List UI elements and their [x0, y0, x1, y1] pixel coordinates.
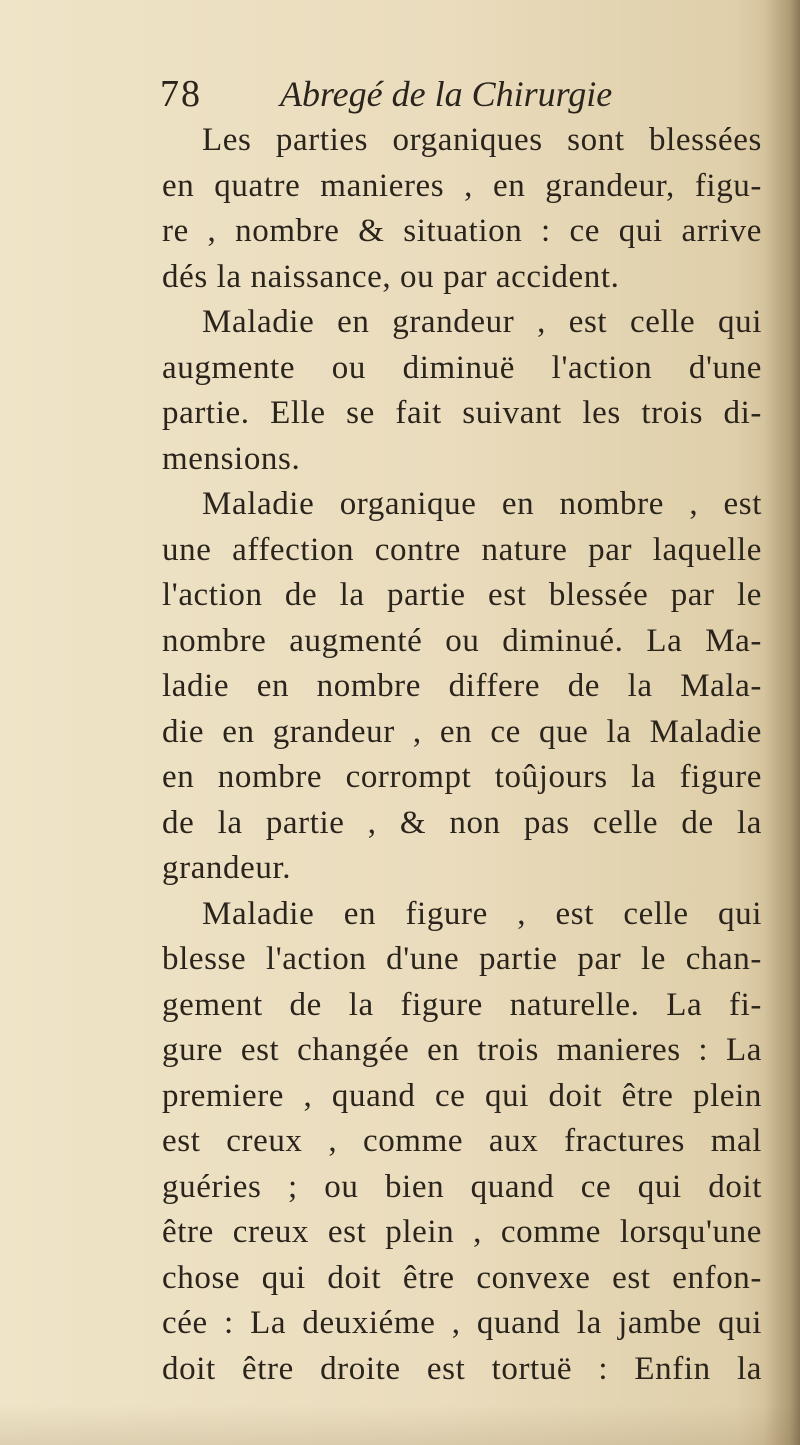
text-line: augmente ou diminuë l'action d'une — [162, 349, 762, 386]
text-line: gement de la figure naturelle. La fi- — [162, 986, 762, 1023]
text-line: l'action de la partie est blessée par le — [162, 577, 762, 613]
text-line: mensions. — [162, 440, 301, 477]
text-line: Maladie en grandeur , est celle qui — [202, 304, 762, 340]
page-bottom-fade — [0, 1405, 800, 1445]
text-line: guéries ; ou bien quand ce qui doit — [162, 1168, 762, 1205]
text-line: dés la naissance, ou par accident. — [162, 258, 620, 295]
text-line: gure est changée en trois manieres : La — [162, 1032, 762, 1068]
text-line: doit être droite est tortuë : Enfin la — [162, 1350, 762, 1387]
text-line: de la partie , & non pas celle de la — [162, 804, 762, 841]
text-line: re , nombre & situation : ce qui arrive — [162, 213, 762, 249]
text-line: die en grandeur , en ce que la Maladie — [162, 713, 762, 750]
text-line: en nombre corrompt toûjours la figure — [162, 759, 762, 795]
text-line: Les parties organiques sont blessées — [202, 122, 762, 158]
text-line: premiere , quand ce qui doit être plein — [162, 1077, 762, 1114]
text-line: cée : La deuxiéme , quand la jambe qui — [162, 1305, 762, 1341]
text-line: ladie en nombre differe de la Mala- — [162, 668, 762, 704]
text-line: une affection contre nature par laquelle — [162, 531, 762, 568]
text-line: partie. Elle se fait suivant les trois di- — [162, 395, 762, 431]
page-number: 78 — [160, 73, 202, 115]
text-line: blesse l'action d'une partie par le chan- — [162, 941, 762, 977]
text-line: nombre augmenté ou diminué. La Ma- — [162, 622, 762, 659]
running-head — [160, 68, 720, 120]
text-line: Maladie en figure , est celle qui — [202, 895, 762, 932]
text-line: est creux , comme aux fractures mal — [162, 1123, 762, 1159]
text-line: en quatre manieres , en grandeur, figu- — [162, 167, 762, 204]
text-line: grandeur. — [162, 850, 292, 886]
text-line: chose qui doit être convexe est enfon- — [162, 1259, 762, 1296]
text-line: Maladie organique en nombre , est — [202, 486, 762, 522]
running-title: Abregé de la Chirurgie — [280, 74, 613, 114]
page-edge-shadow — [764, 0, 800, 1445]
body-text — [162, 118, 762, 1392]
text-line: être creux est plein , comme lorsqu'une — [162, 1214, 762, 1250]
